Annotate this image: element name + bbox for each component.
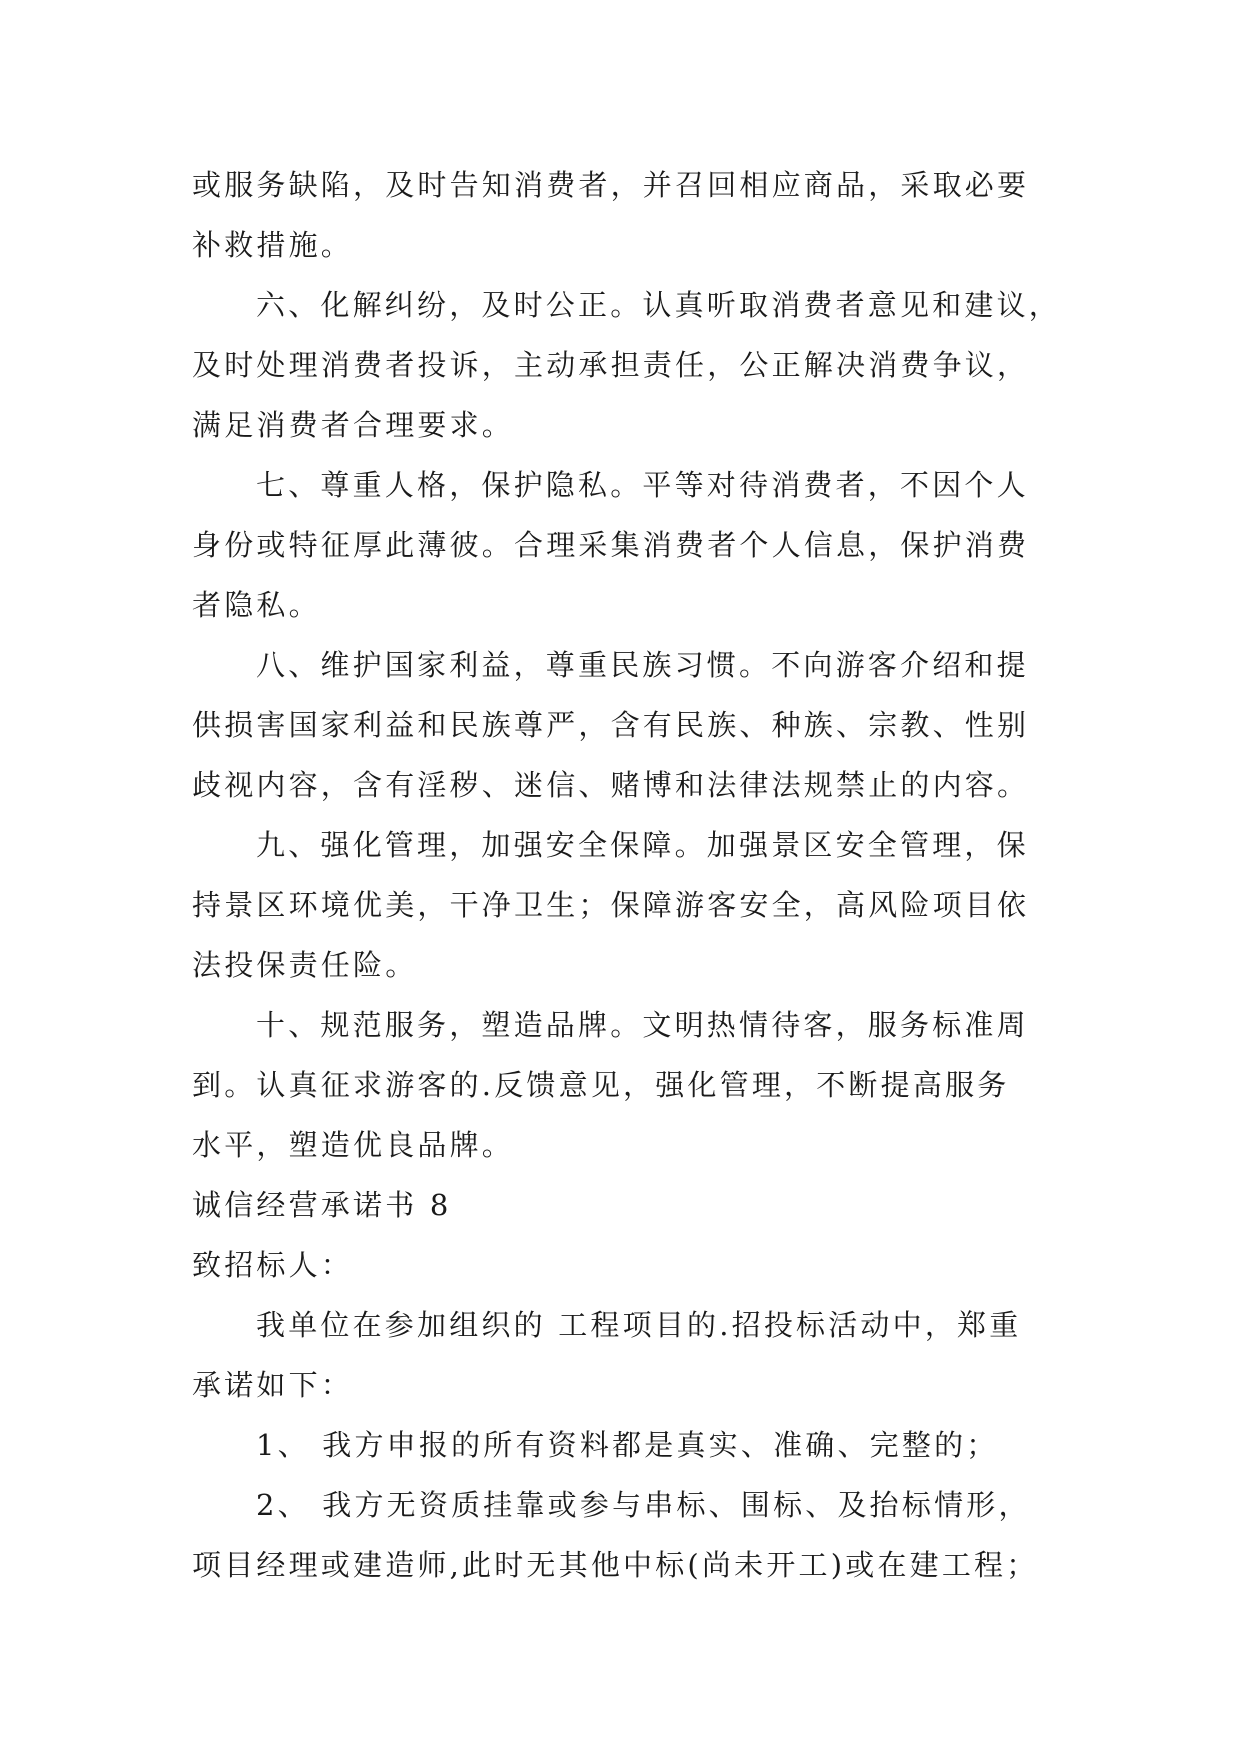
- paragraph-start-line: 我单位在参加组织的 工程项目的.招投标活动中，郑重: [256, 1308, 1022, 1342]
- text-line: 满足消费者合理要求。: [192, 408, 515, 442]
- paragraph-start-line: 八、维护国家利益，尊重民族习惯。不向游客介绍和提: [256, 648, 1029, 682]
- numbered-item-line: 1、 我方申报的所有资料都是真实、准确、完整的；: [256, 1428, 999, 1462]
- text-line: 持景区环境优美，干净卫生；保障游客安全，高风险项目依: [192, 888, 1030, 922]
- numbered-item-line: 2、 我方无资质挂靠或参与串标、围标、及抬标情形，: [256, 1488, 1031, 1522]
- text-line: 身份或特征厚此薄彼。合理采集消费者个人信息，保护消费: [192, 528, 1030, 562]
- text-line: 承诺如下：: [192, 1368, 354, 1402]
- text-line: 供损害国家利益和民族尊严，含有民族、种族、宗教、性别: [192, 708, 1030, 742]
- text-line: 到。认真征求游客的.反馈意见，强化管理，不断提高服务: [192, 1068, 1010, 1102]
- paragraph-start-line: 九、强化管理，加强安全保障。加强景区安全管理，保: [256, 828, 1029, 862]
- salutation-line: 致招标人：: [192, 1248, 354, 1282]
- text-line: 补救措施。: [192, 228, 354, 262]
- text-line: 及时处理消费者投诉，主动承担责任，公正解决消费争议，: [192, 348, 1030, 382]
- text-line: 法投保责任险。: [192, 948, 418, 982]
- paragraph-start-line: 十、规范服务，塑造品牌。文明热情待客，服务标准周: [256, 1008, 1029, 1042]
- text-line: 项目经理或建造师,此时无其他中标(尚未开工)或在建工程；: [192, 1548, 1039, 1582]
- text-line: 歧视内容，含有淫秽、迷信、赌博和法律法规禁止的内容。: [192, 768, 1030, 802]
- text-line: 或服务缺陷，及时告知消费者，并召回相应商品，采取必要: [192, 168, 1030, 202]
- text-line: 水平，塑造优良品牌。: [192, 1128, 515, 1162]
- paragraph-start-line: 七、尊重人格，保护隐私。平等对待消费者，不因个人: [256, 468, 1029, 502]
- paragraph-start-line: 六、化解纠纷，及时公正。认真听取消费者意见和建议，: [256, 288, 1062, 322]
- text-line: 者隐私。: [192, 588, 321, 622]
- section-heading: 诚信经营承诺书 8: [192, 1188, 452, 1222]
